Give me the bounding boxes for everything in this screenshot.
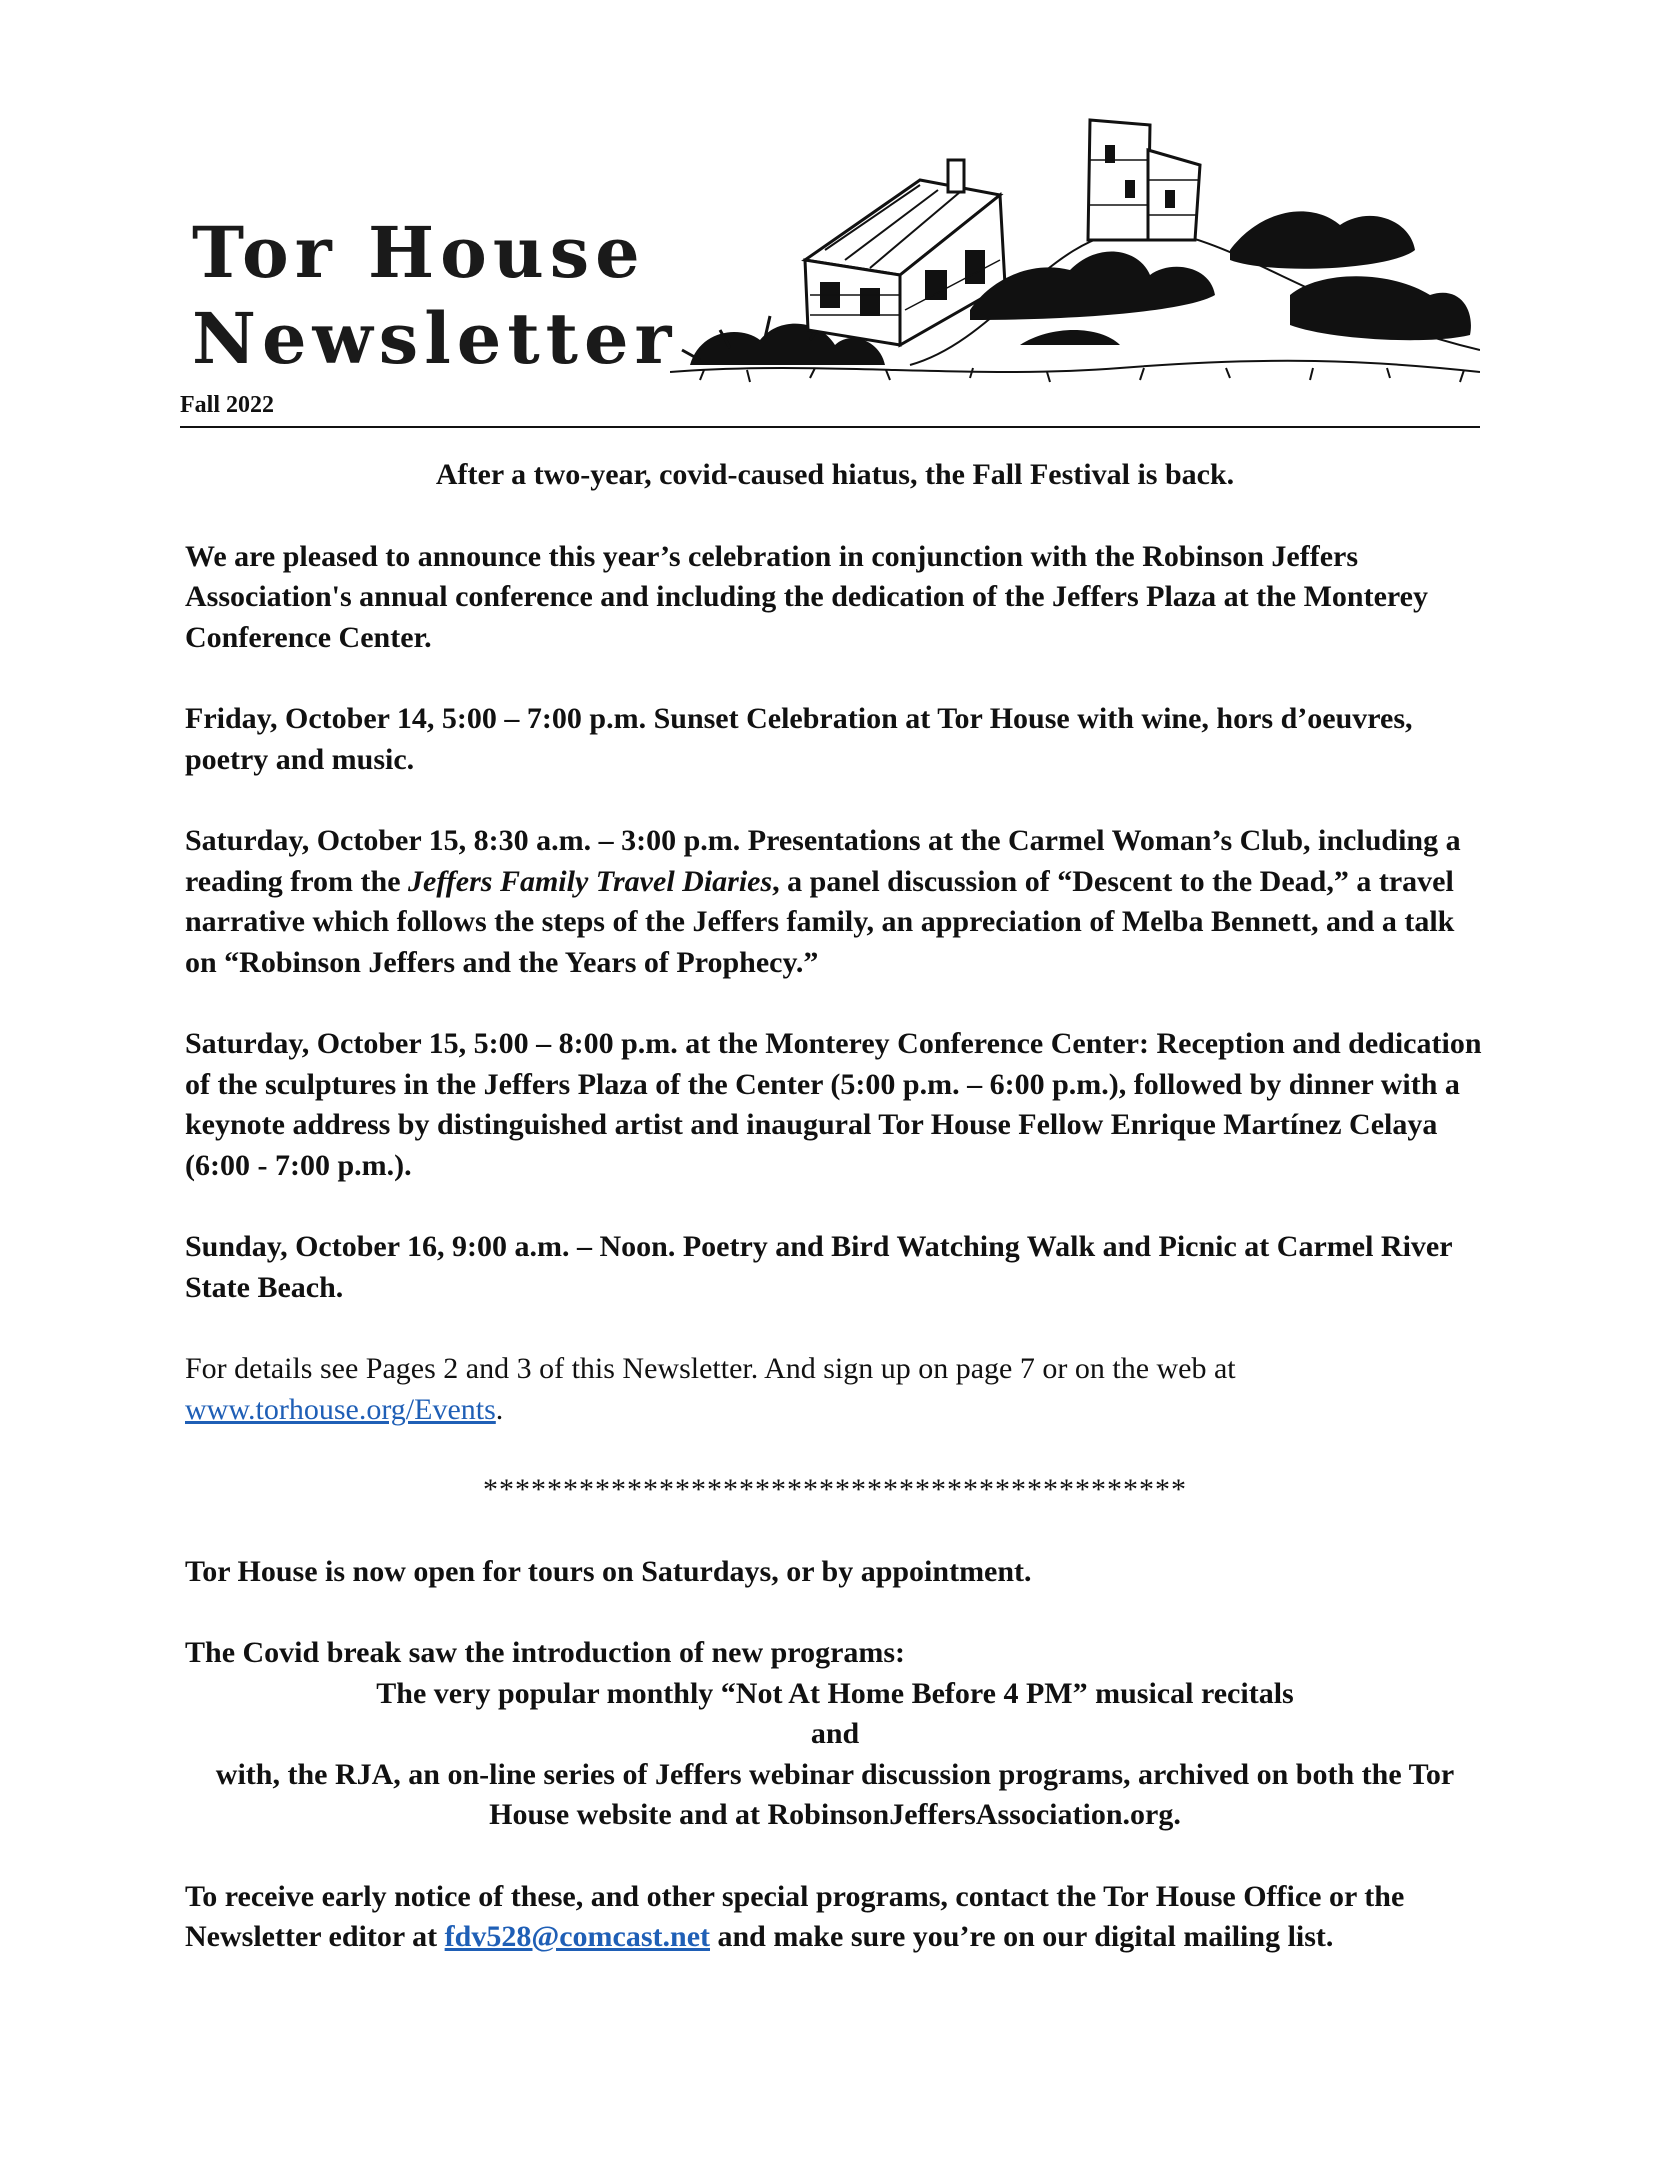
shrubs [970,211,1471,345]
issue-date: Fall 2022 [180,392,274,418]
events-link[interactable]: www.torhouse.org/Events [185,1392,496,1426]
program-recitals: The very popular monthly “Not At Home Before 4 PM” musical recitals [376,1676,1294,1710]
event-sunday: Sunday, October 16, 9:00 a.m. – Noon. Poetry and Bird Watching Walk and Picnic at Carmel River State Beach. [185,1230,1453,1304]
contact-paragraph [185,1877,1485,1958]
event-saturday-morning-text-b: , a panel discussion of “Descent to the Dead,” a travel narrative which follows the steps of the Jeffers family, an appreciation of Melba Bennett, and a talk on “Robinson Jeffers and the Years of Prophecy.” [185,864,1455,979]
header-rule [180,426,1480,428]
details-text: For details see Pages 2 and 3 of this Newsletter. And sign up on page 7 or on the web at [185,1352,1236,1385]
details-end: . [495,1392,504,1426]
program-webinars: with, the RJA, an on-line series of Jeffers webinar discussion programs, archived on both the Tor House website and at RobinsonJeffersAssociation.org. [215,1757,1455,1831]
contact-text-b: and make sure you’re on our digital mailing list. [710,1920,1334,1953]
contact-text-a: To receive early notice of these, and other special programs, contact the Tor House Office or the Newsletter editor at [185,1879,1405,1953]
tours-notice: Tor House is now open for tours on Saturdays, or by appointment. [185,1554,1032,1588]
title-line-1: Tor House [192,211,646,294]
event-saturday-morning [185,821,1485,983]
newsletter-title [192,210,677,382]
programs-intro: The Covid break saw the introduction of new programs: [185,1636,906,1669]
separator-stars: ******************************************** [483,1473,1187,1506]
programs-and: and [810,1717,860,1750]
masthead [180,110,1480,430]
travel-diaries-title: Jeffers Family Travel Diaries [408,864,773,898]
announcement-paragraph: We are pleased to announce this year’s celebration in conjunction with the Robinson Jeffers Association's annual conference and including the dedication of the Jeffers Plaza at the Monterey Conference Center. [185,539,1428,654]
editor-email-link[interactable]: fdv528@comcast.net [444,1920,710,1953]
title-line-2: Newsletter [192,297,678,380]
tor-house-illustration [670,110,1480,410]
details-paragraph [185,1349,1485,1430]
event-saturday-morning-text-a: Saturday, October 15, 8:30 a.m. – 3:00 p.m. Presentations at the Carmel Woman’s Club, including a reading from the [185,824,1461,898]
newsletter-body [185,455,1485,1999]
hawk-tower [1088,120,1200,240]
event-saturday-evening: Saturday, October 15, 5:00 – 8:00 p.m. at the Monterey Conference Center: Reception and dedication of the sculptures in the Jeffers Plaza of the Center (5:00 p.m. – 6:00 p.m.), followed by dinner with a keynote address by distinguished artist and inaugural Tor House Fellow Enrique Martínez Celaya (6:00 - 7:00 p.m.). [185,1027,1482,1182]
event-friday: Friday, October 14, 5:00 – 7:00 p.m. Sunset Celebration at Tor House with wine, hors d’oeuvres, poetry and music. [185,702,1413,776]
festival-headline: After a two-year, covid-caused hiatus, the Fall Festival is back. [435,458,1235,491]
